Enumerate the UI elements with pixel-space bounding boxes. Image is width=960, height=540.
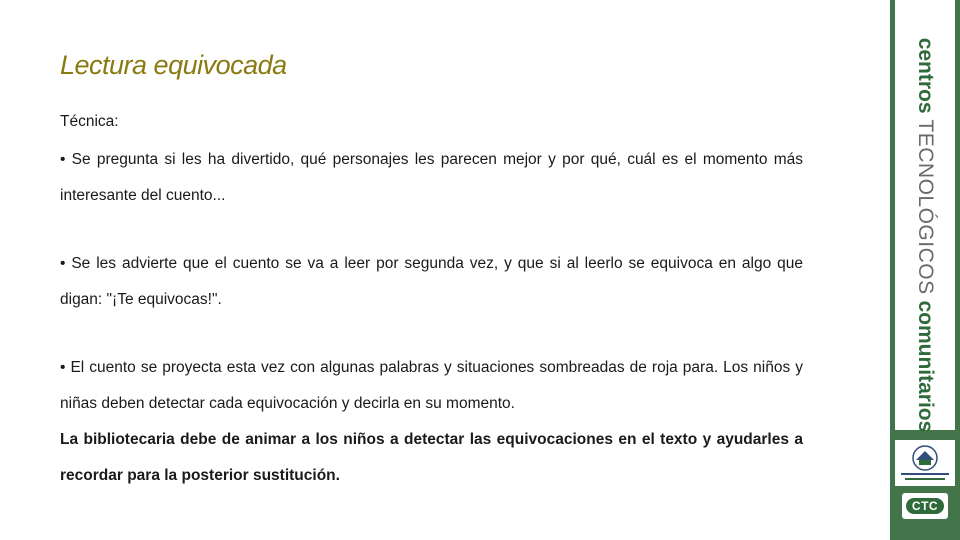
ctc-logo-text: CTC [906,498,944,514]
spacer [60,214,803,246]
bold-paragraph: La bibliotecaria debe de animar a los niños a detectar las equivocaciones en el texto y ayudarles a recordar para la posterior sustitución. [60,431,803,484]
brand-word-centros: centros [914,37,937,114]
government-seal-logo [895,440,955,486]
slide-title: Lectura equivocada [60,50,287,80]
brand-sidebar [890,0,960,540]
paragraph-2: • Se les advierte que el cuento se va a leer por segunda vez, y que si al leerlo se equivoca en algo que digan: "¡Te equivocas!". [60,255,803,308]
technique-label: Técnica: [60,113,119,130]
brand-wordmark [913,38,937,433]
brand-panel [895,0,955,433]
slide-content [60,104,803,494]
ctc-logo [902,493,948,519]
seal-icon [895,440,955,486]
paragraph-1: • Se pregunta si les ha divertido, qué personajes les parecen mejor y por qué, cuál es el momento más interesante del cuento... [60,151,803,204]
brand-word-tecnologicos: TECNOLÓGICOS [914,119,937,295]
paragraph-3: • El cuento se proyecta esta vez con algunas palabras y situaciones sombreadas de roja para. Los niños y niñas deben detectar cada equivocación y decirla en su momento. [60,359,803,412]
brand-word-comunitarios: comunitarios [914,300,937,433]
spacer [60,318,803,350]
